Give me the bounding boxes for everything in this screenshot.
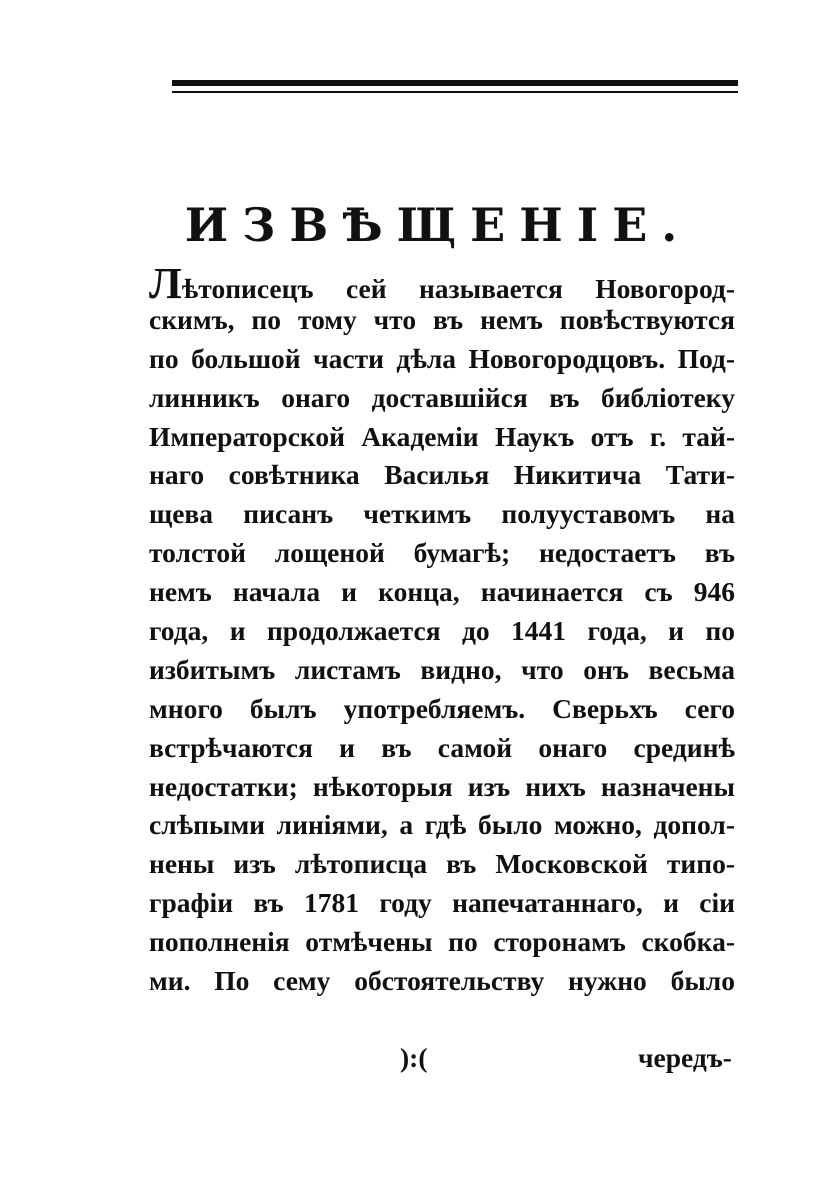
text-line-5: Императорской Академіи Наукъ отъ г. тай-: [149, 420, 735, 452]
text-line-7: щева писанъ четкимъ полууставомъ на: [149, 498, 735, 530]
text-line-8: толстой лощеной бумагѣ; недостаетъ въ: [149, 537, 735, 569]
text-line-11: избитымъ листамъ видно, что онъ весьма: [149, 653, 735, 685]
text-line-3: по большой части дѣла Новогородцовъ. Под-: [149, 342, 735, 374]
header-rule-thin: [172, 91, 738, 93]
text-line-13: встрѣчаются и въ самой онаго срединѣ: [149, 731, 735, 763]
catchword: чередъ-: [638, 1042, 732, 1073]
text-line-14: недостатки; нѣкоторыя изъ нихъ назначены: [149, 770, 735, 802]
text-line-16: нены изъ лѣтописца въ Московской типо-: [149, 848, 735, 880]
header-rule-thick: [172, 80, 738, 86]
body-text: [149, 259, 735, 1001]
text-line-10: года, и продолжается до 1441 года, и по: [149, 615, 735, 647]
text-line-19: ми. По сему обстоятельству нужно было: [149, 965, 735, 997]
text-line-4: линникъ онаго доставшійся въ библіотеку: [149, 381, 735, 413]
text-line-15: слѣпыми линіями, а гдѣ было можно, допол-: [149, 809, 735, 841]
drop-cap: Л: [149, 259, 182, 308]
text-line-9: немъ начала и конца, начинается съ 946: [149, 576, 735, 608]
text-line-12: много былъ употребляемъ. Сверьхъ сего: [149, 692, 735, 724]
text-line-1: Лѣтописецъ сей называется Новогород-: [149, 259, 735, 308]
text-line-6: наго совѣтника Василья Никитича Тати-: [149, 459, 735, 491]
text-line-18: пополненія отмѣчены по сторонамъ скобка-: [149, 926, 735, 958]
signature-mark: ):(: [400, 1042, 428, 1073]
page-title: ИЗВѢЩЕНІЕ.: [184, 198, 692, 252]
text-line-17: графіи въ 1781 году напечатаннаго, и сіи: [149, 887, 735, 919]
text-line-2: скимъ, по тому что въ немъ повѣствуются: [149, 303, 735, 335]
page-footer: [0, 1042, 840, 1082]
